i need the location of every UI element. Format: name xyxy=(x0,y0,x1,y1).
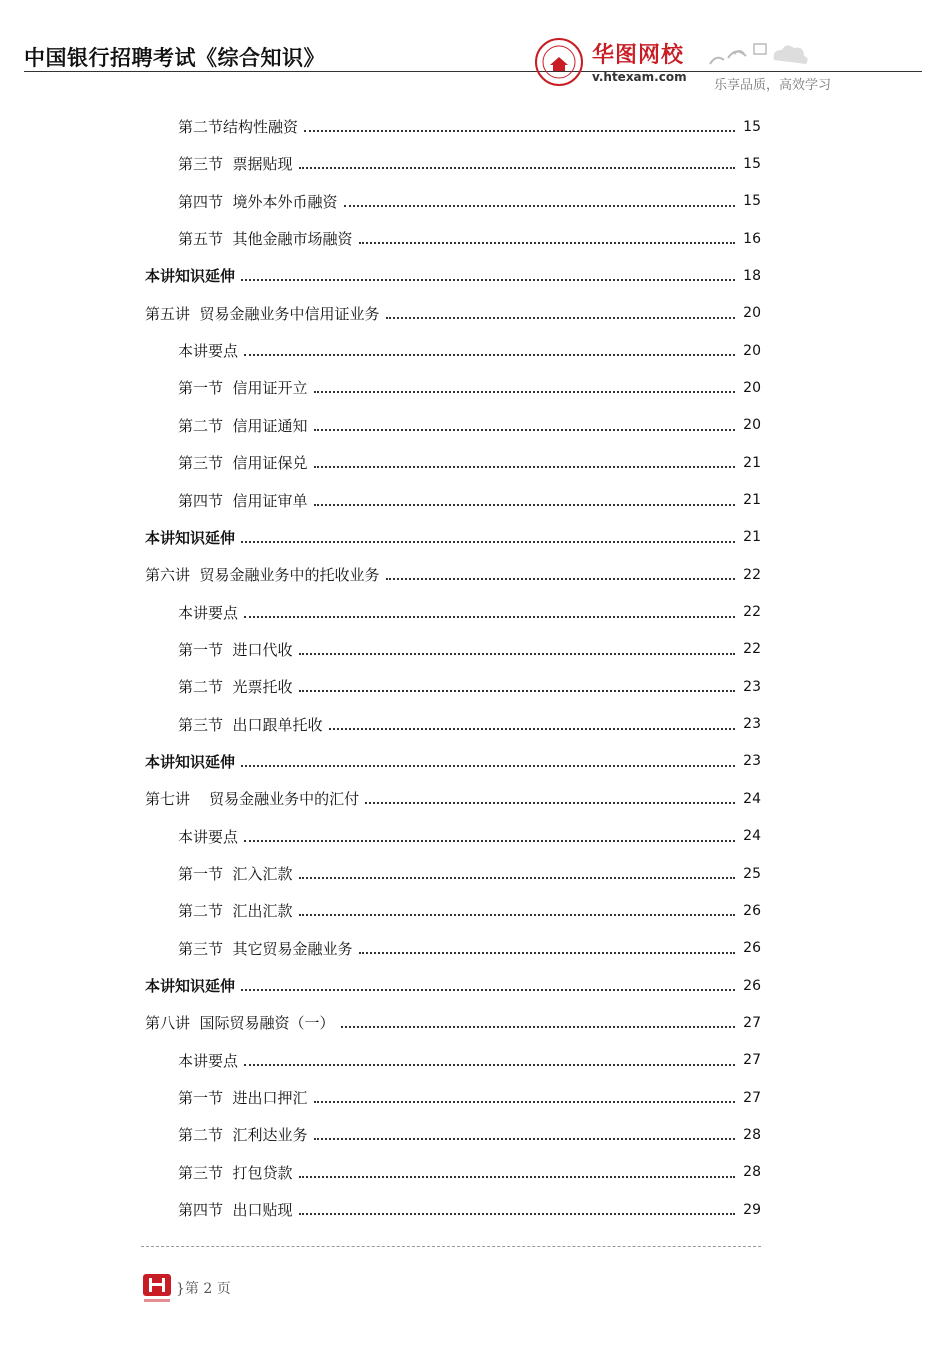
slogan: 乐享品质，高效学习 xyxy=(714,78,832,93)
toc-entry-page: 15 xyxy=(743,118,761,135)
toc-entry[interactable] xyxy=(178,108,761,145)
toc-dot-leader xyxy=(314,1100,735,1103)
cloud-wifi-icon xyxy=(700,34,815,70)
toc-entry-title: 第二节 汇出汇款 xyxy=(178,902,293,921)
toc-dot-leader xyxy=(241,764,735,767)
toc-entry-page: 21 xyxy=(743,492,761,508)
toc-entry-title: 第三节 打包贷款 xyxy=(178,1163,293,1182)
toc-dot-leader xyxy=(299,876,735,879)
toc-entry-page: 20 xyxy=(743,417,761,434)
toc-entry[interactable] xyxy=(178,407,761,444)
toc-entry[interactable] xyxy=(178,594,761,631)
toc-entry[interactable] xyxy=(178,220,761,257)
toc-entry[interactable] xyxy=(178,1042,761,1079)
toc-entry-title: 第七讲 贸易金融业务中的汇付 xyxy=(145,790,360,809)
toc-entry[interactable] xyxy=(178,1154,761,1191)
toc-entry-page: 18 xyxy=(743,267,761,284)
toc-entry-page: 22 xyxy=(743,641,761,658)
toc-entry-page: 23 xyxy=(743,716,761,733)
toc-dot-leader xyxy=(365,801,735,804)
toc-entry[interactable] xyxy=(145,780,761,817)
toc-entry-page: 26 xyxy=(743,902,761,919)
toc-entry-title: 第四节 出口贴现 xyxy=(178,1201,293,1220)
toc-entry-page: 27 xyxy=(743,1014,761,1031)
toc-entry[interactable] xyxy=(178,145,761,182)
toc-entry[interactable] xyxy=(145,743,761,780)
toc-entry[interactable] xyxy=(145,1004,761,1041)
footer-rule xyxy=(141,1246,761,1247)
toc-entry-title: 第一节 汇入汇款 xyxy=(178,865,293,883)
toc-dot-leader xyxy=(386,316,735,319)
toc-entry[interactable] xyxy=(145,519,761,556)
toc-dot-leader xyxy=(341,1025,735,1028)
toc-entry-title: 第二节结构性融资 xyxy=(178,118,299,136)
toc-entry-page: 25 xyxy=(743,865,761,882)
toc-entry-title: 第五节 其他金融市场融资 xyxy=(178,230,353,249)
toc-entry-title: 第四节 信用证审单 xyxy=(178,491,308,510)
toc-entry-title: 第四节 境外本外币融资 xyxy=(178,192,338,211)
toc-entry[interactable] xyxy=(178,1079,761,1116)
toc-entry-title: 第一节 信用证开立 xyxy=(178,379,308,398)
toc-entry[interactable] xyxy=(178,369,761,406)
toc-dot-leader xyxy=(314,465,735,468)
toc-dot-leader xyxy=(314,428,735,431)
toc-entry-page: 24 xyxy=(743,790,761,807)
toc-entry-page: 20 xyxy=(743,379,761,396)
toc-entry[interactable] xyxy=(145,295,761,332)
toc-dot-leader xyxy=(241,540,735,543)
toc-entry-title: 本讲知识延伸 xyxy=(145,267,236,286)
toc-entry[interactable] xyxy=(178,668,761,705)
toc-entry[interactable] xyxy=(178,892,761,929)
toc-entry-title: 第三节 出口跟单托收 xyxy=(178,715,323,734)
toc-entry-title: 本讲知识延伸 xyxy=(145,528,236,547)
toc-entry-page: 20 xyxy=(743,305,761,322)
document-title: 中国银行招聘考试《综合知识》 xyxy=(24,46,325,70)
toc-entry-title: 第五讲 贸易金融业务中信用证业务 xyxy=(145,304,380,323)
toc-dot-leader xyxy=(241,988,735,991)
toc-entry-title: 第一节 进口代收 xyxy=(178,640,293,659)
toc-entry-page: 15 xyxy=(743,193,761,210)
logo-name: 华图网校 xyxy=(592,43,685,68)
toc-entry[interactable] xyxy=(178,1116,761,1153)
toc-entry[interactable] xyxy=(178,855,761,892)
toc-dot-leader xyxy=(244,1063,735,1066)
toc-entry[interactable] xyxy=(178,332,761,369)
toc-entry-page: 21 xyxy=(743,529,761,546)
toc-entry-title: 第六讲 贸易金融业务中的托收业务 xyxy=(145,566,380,585)
toc-entry-page: 24 xyxy=(743,828,761,845)
toc-dot-leader xyxy=(299,1175,735,1178)
toc-entry-page: 26 xyxy=(743,940,761,957)
toc-entry-page: 15 xyxy=(743,155,761,172)
toc-entry-title: 本讲知识延伸 xyxy=(145,752,236,771)
toc-dot-leader xyxy=(244,353,735,356)
toc-dot-leader xyxy=(244,839,735,842)
toc-entry[interactable] xyxy=(178,444,761,481)
toc-dot-leader xyxy=(314,1137,735,1140)
toc-dot-leader xyxy=(299,913,735,916)
toc-entry-title: 第二节 汇利达业务 xyxy=(178,1126,308,1145)
toc-dot-leader xyxy=(299,166,735,169)
toc-entry-title: 第二节 信用证通知 xyxy=(178,416,308,435)
toc-dot-leader xyxy=(314,390,735,393)
toc-entry[interactable] xyxy=(178,818,761,855)
toc-dot-leader xyxy=(359,241,735,244)
toc-entry-page: 23 xyxy=(743,678,761,695)
toc-entry-page: 26 xyxy=(743,977,761,994)
toc-entry-title: 第八讲 国际贸易融资（一） xyxy=(145,1014,335,1033)
toc-entry[interactable] xyxy=(178,183,761,220)
toc-entry-page: 28 xyxy=(743,1164,761,1181)
toc-entry-title: 本讲要点 xyxy=(178,603,239,622)
toc-entry[interactable] xyxy=(145,967,761,1004)
toc-entry-page: 27 xyxy=(743,1052,761,1069)
toc-entry[interactable] xyxy=(178,930,761,967)
toc-entry-title: 本讲知识延伸 xyxy=(145,977,236,996)
toc-entry-page: 16 xyxy=(743,230,761,247)
toc-entry-title: 第一节 进出口押汇 xyxy=(178,1089,308,1108)
toc-entry-page: 28 xyxy=(743,1126,761,1143)
toc-dot-leader xyxy=(359,951,735,954)
toc-entry-title: 第三节 其它贸易金融业务 xyxy=(178,939,353,958)
toc-dot-leader xyxy=(241,278,735,281)
toc-entry[interactable] xyxy=(178,1191,761,1228)
toc-entry-title: 本讲要点 xyxy=(178,342,239,361)
toc-entry-page: 22 xyxy=(743,566,761,583)
toc-entry[interactable] xyxy=(178,631,761,668)
toc-dot-leader xyxy=(244,615,735,618)
toc-dot-leader xyxy=(299,652,735,655)
toc-dot-leader xyxy=(344,204,735,207)
toc-dot-leader xyxy=(386,577,735,580)
toc-entry[interactable] xyxy=(145,257,761,294)
toc-entry-page: 22 xyxy=(743,604,761,621)
logo-url: v.htexam.com xyxy=(592,70,687,84)
toc-entry-page: 20 xyxy=(743,342,761,359)
toc-entry-title: 第二节 光票托收 xyxy=(178,678,293,697)
toc-entry-title: 第三节 票据贴现 xyxy=(178,155,293,174)
toc-dot-leader xyxy=(304,129,735,132)
toc-entry-page: 21 xyxy=(743,454,761,471)
toc-entry[interactable] xyxy=(145,556,761,593)
toc-dot-leader xyxy=(299,1212,735,1215)
toc-entry-page: 23 xyxy=(743,753,761,770)
toc-entry-title: 本讲要点 xyxy=(178,1051,239,1070)
toc-dot-leader xyxy=(299,689,735,692)
toc-entry-page: 29 xyxy=(743,1201,761,1218)
toc-dot-leader xyxy=(314,503,735,506)
toc-entry-title: 第三节 信用证保兑 xyxy=(178,454,308,473)
footer-logo-icon xyxy=(142,1273,172,1305)
toc-entry[interactable] xyxy=(178,482,761,519)
header-rule xyxy=(24,71,922,72)
page-number: }第 2 页 xyxy=(176,1281,231,1297)
toc-entry-page: 27 xyxy=(743,1089,761,1106)
toc-dot-leader xyxy=(329,727,735,730)
huatu-seal-logo xyxy=(534,37,584,87)
toc-entry-title: 本讲要点 xyxy=(178,827,239,846)
toc-entry[interactable] xyxy=(178,706,761,743)
